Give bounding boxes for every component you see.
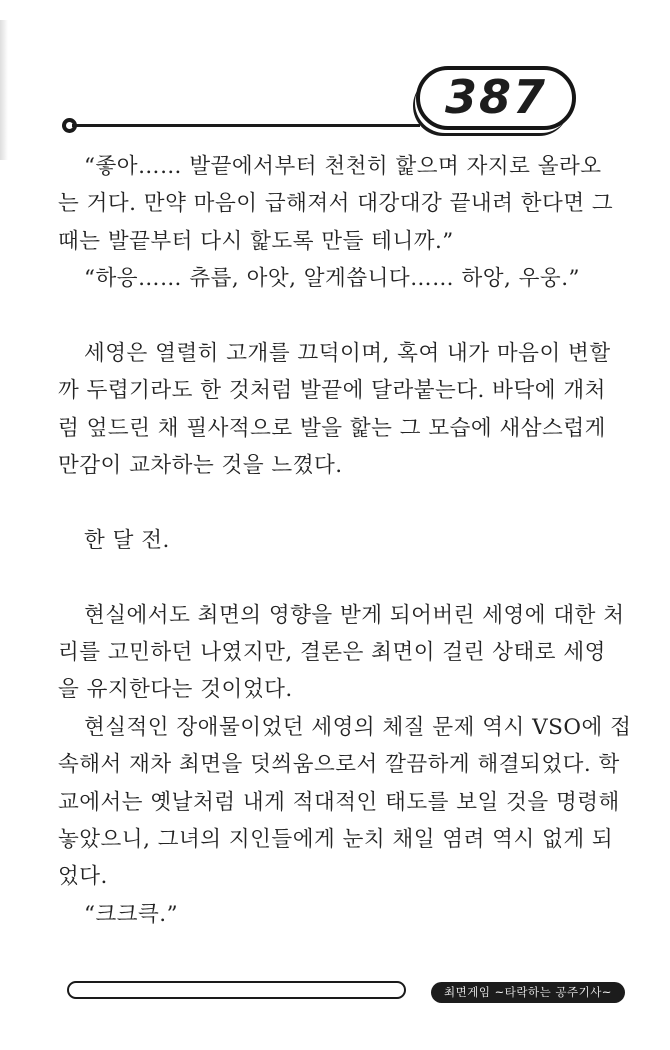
text-line: 놓았으니, 그녀의 지인들에게 눈치 채일 염려 역시 없게 되 [58,827,614,853]
text-line: 만감이 교차하는 것을 느꼈다. [58,453,343,479]
body-text [58,152,632,937]
header-rule-line [72,124,420,127]
text-line: 한 달 전. [84,527,170,553]
text-line: 을 유지한다는 것이었다. [58,677,293,703]
text-line: “크크큭.” [84,901,179,927]
blank-line [58,563,614,600]
text-line: 리를 고민하던 나였지만, 결론은 최면이 걸린 상태로 세영 [58,640,606,666]
page-number-badge [416,66,576,130]
text-line: “하응…… 츄릅, 아앗, 알게씁니다…… 하앙, 우웅.” [84,266,581,292]
text-line: 까 두렵기라도 한 것처럼 발끝에 달라붙는다. 바닥에 개처 [58,378,606,404]
text-line: 현실적인 장애물이었던 세영의 체질 문제 역시 VSO에 접 [84,714,632,740]
text-line: 현실에서도 최면의 영향을 받게 되어버린 세영에 대한 처 [84,602,625,628]
blank-line [58,489,614,526]
text-line: “좋아…… 발끝에서부터 천천히 핥으며 자지로 올라오 [84,154,602,179]
text-line: 교에서는 옛날처럼 내게 적대적인 태도를 보일 것을 명령해 [58,789,620,815]
text-line: 럼 엎드린 채 필사적으로 발을 핥는 그 모습에 새삼스럽게 [58,415,606,441]
text-line: 었다. [58,864,108,890]
series-title-badge: 최면게임 ~타락하는 공주기사~ [431,982,625,1003]
text-line: 속해서 재차 최면을 덧씌움으로서 깔끔하게 해결되었다. 학 [58,752,620,778]
page-number: 387 [444,70,548,124]
blank-line [58,302,614,339]
text-line: 때는 발끝부터 다시 핥도록 만들 테니까.” [58,228,454,254]
text-line: 는 거다. 만약 마음이 급해져서 대강대강 끝내려 한다면 그 [58,191,614,217]
footer-rule-pill [67,981,406,999]
text-line: 세영은 열렬히 고개를 끄덕이며, 혹여 내가 마음이 변할 [84,340,611,366]
